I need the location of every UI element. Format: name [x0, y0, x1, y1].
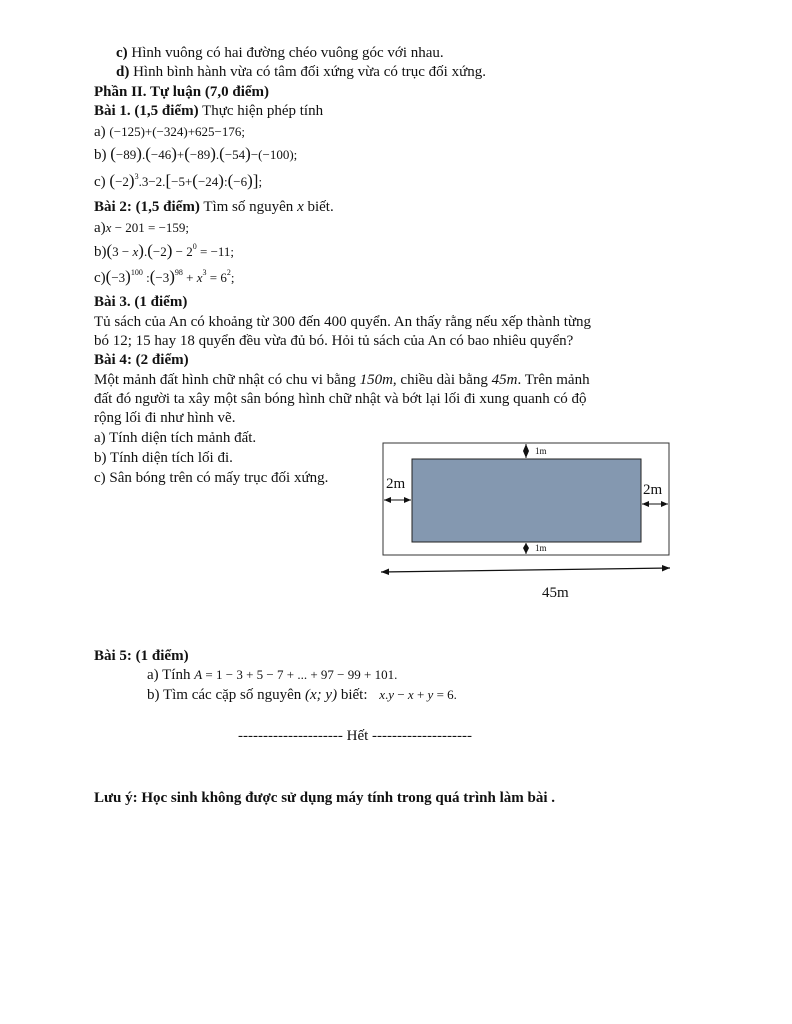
bai3-title: Bài 3. (1 điểm): [94, 294, 188, 310]
bai5-title: Bài 5: (1 điểm): [94, 648, 189, 664]
expression: x.y − x + y = 6.: [379, 687, 457, 702]
length-label: 45m: [542, 585, 569, 601]
bai4-question-b: b) Tính diện tích lối đi.: [94, 450, 233, 466]
label: a): [94, 124, 106, 140]
right-width-label: 2m: [643, 482, 663, 498]
text: . Trên mảnh: [517, 372, 590, 388]
bai4-question-c: c) Sân bóng trên có mấy trục đối xứng.: [94, 470, 329, 486]
bai4-title: Bài 4: [94, 352, 127, 368]
label: b): [94, 244, 107, 260]
item-label: c): [116, 45, 128, 61]
bai2-desc-post: biết.: [307, 199, 334, 215]
length-value: 45m: [491, 372, 518, 388]
text: a) Tính: [147, 667, 191, 683]
expression: $(-3)^{100}$ $:(-3)^{98} + x^3 = 6^2$;: [105, 267, 235, 286]
text: b) Tìm các cặp số nguyên: [147, 687, 302, 703]
arrowhead: [523, 548, 529, 554]
bai3-line-1: Tủ sách của An có khoảng từ 300 đến 400 quyển. An thấy rằng nếu xếp thành từng: [94, 314, 591, 330]
arrowhead: [523, 543, 529, 548]
label: c): [94, 270, 106, 286]
bai4-points: : (2 điểm): [126, 352, 189, 368]
note: Lưu ý: Học sinh không được sử dụng máy tính trong quá trình làm bài .: [94, 790, 555, 806]
arrowhead: [661, 501, 668, 507]
vars: (x; y): [305, 687, 338, 703]
bai3-line-2: bó 12; 15 hay 18 quyển đều vừa đủ bó. Hỏi tủ sách của An có bao nhiêu quyển?: [94, 333, 574, 349]
label: c): [94, 174, 106, 190]
top-width-label: 1m: [535, 446, 547, 456]
expression: (−125)+(−324)+625−176;: [109, 124, 245, 139]
bottom-width-label: 1m: [535, 543, 547, 553]
end-marker: --------------------- Hết --------------------: [238, 728, 472, 744]
expression: $(3 - x).(-2) - 2^0 = -11$;: [106, 241, 235, 260]
arrowhead: [523, 444, 529, 451]
expression: A = 1 − 3 + 5 − 7 + ... + 97 − 99 + 101.: [194, 667, 398, 682]
bai5-b: [147, 686, 457, 704]
item-text: Hình bình hành vừa có tâm đối xứng vừa có trục đối xứng.: [133, 64, 486, 80]
arrowhead: [523, 451, 529, 458]
football-field: [412, 459, 641, 542]
bai4-question-a: a) Tính diện tích mảnh đất.: [94, 430, 257, 446]
bai1-desc: Thực hiện phép tính: [202, 103, 324, 119]
text: , chiều dài bằng: [392, 372, 488, 388]
expression: x − 201 = −159;: [105, 220, 190, 235]
bai2-title: Bài 2: (1,5 điểm): [94, 199, 200, 215]
expression: $(-2)^3.3-2.[-5+(-24):(-6)]$;: [109, 171, 263, 190]
left-width-label: 2m: [386, 476, 406, 492]
text: biết:: [340, 687, 368, 703]
arrowhead: [381, 569, 389, 576]
bai2-desc-pre: Tìm số nguyên: [203, 199, 294, 215]
arrowhead: [404, 497, 411, 503]
expression: (−89).(−46)+(−89).(−54)−(−100);: [110, 144, 298, 163]
text: Một mảnh đất hình chữ nhật có chu vi bằng: [94, 372, 356, 388]
bai1-title: Bài 1. (1,5 điểm): [94, 103, 199, 119]
length-arrow: [381, 568, 670, 572]
bai2-desc-var: x: [297, 199, 304, 215]
label: a): [94, 220, 106, 236]
part2-title: Phần II. Tự luận (7,0 điểm): [94, 84, 270, 100]
arrowhead: [384, 497, 391, 503]
bai4-line-2: đất đó người ta xây một sân bóng hình chữ nhật và bớt lại lối đi xung quanh có độ: [94, 391, 587, 407]
bai5-a: [147, 666, 397, 684]
bai4-line-3: rộng lối đi như hình vẽ.: [94, 410, 236, 426]
arrowhead: [662, 565, 670, 572]
perimeter-value: 150m: [359, 372, 393, 388]
label: b): [94, 147, 107, 163]
item-label: d): [116, 64, 130, 80]
arrowhead: [642, 501, 649, 507]
item-text: Hình vuông có hai đường chéo vuông góc với nhau.: [131, 45, 444, 61]
